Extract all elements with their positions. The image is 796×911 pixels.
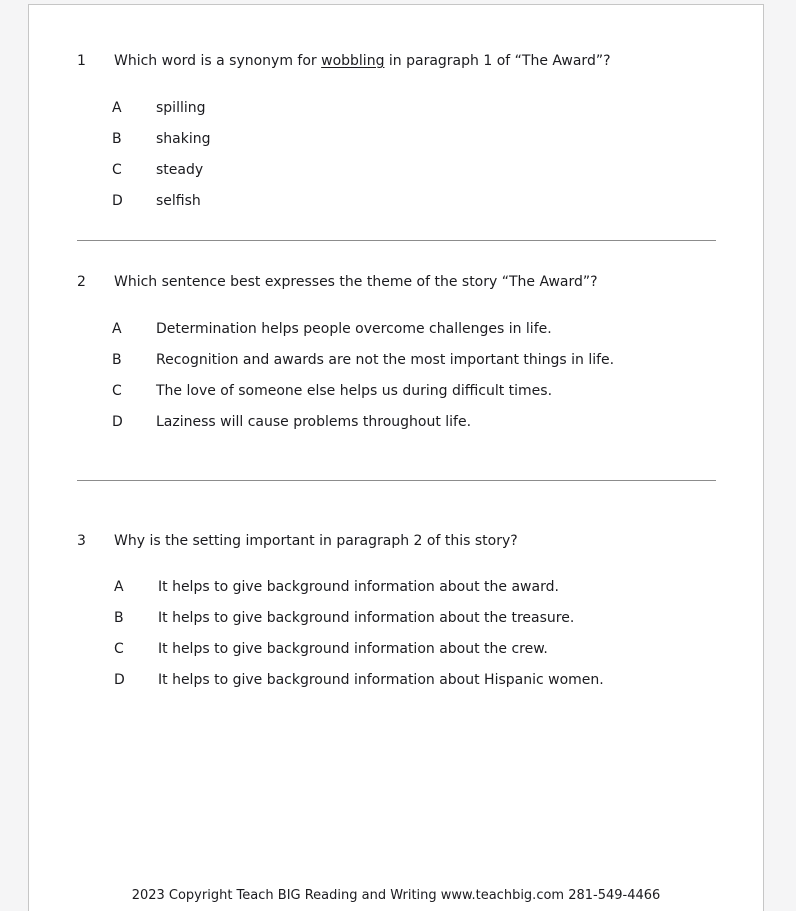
option-row [114, 639, 716, 659]
question-stem [114, 51, 611, 71]
question-1 [29, 51, 763, 211]
question-separator [77, 240, 716, 241]
stem-underlined-word: wobbling [321, 53, 385, 69]
option-letter: A [112, 100, 122, 116]
options-list [114, 577, 716, 690]
option-letter: A [112, 321, 122, 337]
question-separator [77, 480, 716, 481]
option-letter: D [112, 414, 123, 430]
question-number: 2 [77, 274, 86, 290]
question-stem-row [77, 531, 716, 551]
option-row [114, 577, 716, 597]
option-text: shaking [156, 131, 211, 147]
option-row [112, 160, 716, 180]
option-letter: C [114, 641, 124, 657]
question-3 [29, 531, 763, 690]
option-letter: C [112, 162, 122, 178]
option-row [112, 381, 716, 401]
option-text: It helps to give background information about Hispanic women. [158, 672, 604, 688]
question-2 [29, 272, 763, 432]
option-row [112, 98, 716, 118]
question-number: 3 [77, 533, 86, 549]
option-text: steady [156, 162, 204, 178]
option-row [112, 129, 716, 149]
option-letter: A [114, 579, 124, 595]
option-text: It helps to give background information about the treasure. [158, 610, 575, 626]
option-text: Laziness will cause problems throughout life. [156, 414, 472, 430]
option-letter: B [112, 131, 122, 147]
option-text: spilling [156, 100, 206, 116]
option-row [112, 191, 716, 211]
question-stem-row [77, 272, 716, 292]
question-stem-row [77, 51, 716, 71]
options-list [112, 319, 716, 432]
option-letter: B [112, 352, 122, 368]
option-text: The love of someone else helps us during difficult times. [156, 383, 553, 399]
option-letter: B [114, 610, 124, 626]
option-text: It helps to give background information about the crew. [158, 641, 548, 657]
stem-text: in paragraph 1 of “The Award”? [384, 53, 611, 69]
option-letter: D [112, 193, 123, 209]
option-row [112, 412, 716, 432]
option-text: Determination helps people overcome challenges in life. [156, 321, 552, 337]
option-row [112, 350, 716, 370]
option-row [112, 319, 716, 339]
question-number: 1 [77, 53, 86, 69]
option-letter: C [112, 383, 122, 399]
option-row [114, 670, 716, 690]
stem-text: Which word is a synonym for [114, 53, 322, 69]
option-row [114, 608, 716, 628]
options-list [112, 98, 716, 211]
option-text: selfish [156, 193, 201, 209]
option-letter: D [114, 672, 125, 688]
question-stem: Why is the setting important in paragraph 2 of this story? [114, 533, 518, 549]
option-text: It helps to give background information about the award. [158, 579, 559, 595]
option-text: Recognition and awards are not the most important things in life. [156, 352, 615, 368]
question-stem: Which sentence best expresses the theme of the story “The Award”? [114, 274, 598, 290]
worksheet-page [28, 4, 764, 911]
footer-copyright: 2023 Copyright Teach BIG Reading and Writing www.teachbig.com 281-549-4466 [131, 888, 661, 903]
